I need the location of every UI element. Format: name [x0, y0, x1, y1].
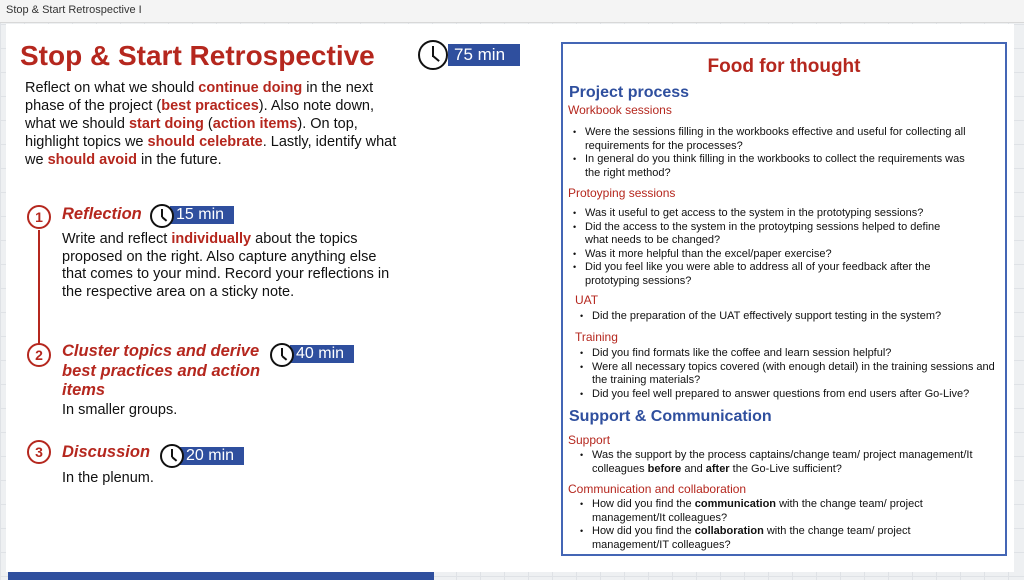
highlight-text: continue doing: [198, 80, 303, 96]
text-segment: in the next phase of the project (: [25, 80, 374, 114]
text-segment: Did you feel well prepared to answer questions from end users after Go-Live?: [592, 387, 970, 400]
bold-text: after: [705, 462, 730, 475]
list-item: [576, 347, 1006, 361]
highlight-text: start doing: [128, 116, 204, 132]
communication-questions: [576, 498, 976, 552]
training-questions: [576, 347, 1006, 401]
step-2-title: Cluster topics and derive best practices and action items: [62, 342, 261, 399]
text-segment: Did the preparation of the UAT effectively support testing in the system?: [592, 310, 942, 322]
text-segment: . Lastly, identify what we: [25, 134, 397, 168]
list-item: [569, 221, 949, 248]
list-item: [569, 261, 949, 288]
text-segment: in the future.: [137, 152, 222, 168]
text-segment: Did the access to the system in the protoytping sessions helped to define what needs to be changed?: [585, 220, 941, 246]
highlight-text: should celebrate: [147, 134, 263, 150]
text-segment: ). On top, highlight topics we: [25, 116, 358, 150]
text-segment: ). Also note down, what we should: [25, 98, 375, 132]
text-segment: In the plenum.: [62, 470, 154, 486]
step-3-text: [62, 470, 362, 488]
step-1-number: 1: [27, 205, 51, 229]
subsection-support: Support: [568, 433, 611, 447]
text-segment: In smaller groups.: [62, 402, 178, 418]
step-1-text: [62, 231, 392, 301]
bold-text: before: [647, 462, 682, 475]
steps-timeline-line: [38, 230, 40, 355]
intro-text: [25, 79, 405, 169]
step-3-time-badge: 20 min: [180, 447, 244, 465]
clock-icon: [270, 343, 294, 367]
panel-title: Food for thought: [707, 56, 861, 77]
text-segment: Was it useful to get access to the system in the prototyping sessions?: [585, 207, 924, 219]
list-item: [576, 449, 976, 476]
subsection-communication-collaboration: Communication and collaboration: [568, 482, 747, 496]
list-item: [569, 207, 949, 221]
subsection-training: Training: [575, 330, 618, 344]
text-segment: Were the sessions filling in the workbooks effective and useful for collecting all requirements for the processes?: [585, 126, 966, 152]
text-segment: with the change team/ project management/It colleagues?: [592, 498, 923, 524]
page-title: Stop & Start Retrospective: [20, 40, 375, 71]
uat-questions: [576, 310, 996, 324]
text-segment: about the topics proposed on the right. Also capture anything else that comes to your mind. Record your reflections in the respective area on a sticky note.: [62, 231, 390, 300]
tab-bar: [0, 0, 1024, 23]
subsection-prototyping-sessions: Protoyping sessions: [568, 186, 676, 200]
clock-icon: [418, 40, 448, 70]
list-item: [569, 248, 949, 262]
clock-icon: [150, 204, 174, 228]
highlight-text: should avoid: [47, 152, 137, 168]
workbook-questions: [569, 126, 969, 180]
list-item: [576, 361, 1006, 388]
highlight-text: individually: [171, 231, 252, 247]
highlight-text: action items: [212, 116, 298, 132]
text-segment: Did you find formats like the coffee and learn session helpful?: [592, 347, 892, 359]
bold-text: collaboration: [694, 525, 764, 537]
text-segment: In general do you think filling in the workbooks to collect the requirements was the right method?: [585, 153, 965, 179]
window-title[interactable]: Stop & Start Retrospective I: [6, 4, 142, 16]
text-segment: How did you find the: [592, 525, 695, 537]
text-segment: and: [681, 462, 706, 475]
text-segment: Were all necessary topics covered (with enough detail) in the training sessions and the training materials?: [592, 360, 995, 386]
text-segment: the Go-Live sufficient?: [729, 462, 842, 475]
step-3-number: 3: [27, 440, 51, 464]
step-2-number: 2: [27, 343, 51, 367]
section-support-communication: Support & Communication: [569, 408, 772, 425]
bottom-accent-bar: [8, 572, 434, 580]
text-segment: with the change team/ project management/IT colleagues?: [592, 525, 911, 551]
highlight-text: best practices: [161, 98, 259, 114]
text-segment: Reflect on what we should: [25, 80, 199, 96]
total-time-badge: 75 min: [448, 44, 520, 66]
list-item: [576, 498, 976, 525]
step-1-time-badge: 15 min: [170, 206, 234, 224]
step-3-title: Discussion: [62, 443, 151, 461]
list-item: [576, 525, 976, 552]
step-1-title: Reflection: [62, 205, 142, 223]
subsection-workbook-sessions: Workbook sessions: [568, 103, 672, 117]
clock-icon: [160, 444, 184, 468]
prototyping-questions: [569, 207, 949, 288]
text-segment: Write and reflect: [62, 231, 172, 247]
text-segment: Was it more helpful than the excel/paper exercise?: [585, 247, 832, 260]
text-segment: Did you feel like you were able to address all of your feedback after the prototyping sessions?: [585, 261, 931, 287]
food-for-thought-panel: [561, 42, 1007, 556]
step-2-time-badge: 40 min: [290, 345, 354, 363]
list-item: [576, 310, 996, 324]
list-item: [576, 388, 1006, 402]
text-segment: (: [203, 116, 213, 132]
step-2-text: [62, 402, 362, 420]
text-segment: Was the support by the process captains/change team/ project management/It colleagues: [592, 449, 973, 475]
section-project-process: Project process: [569, 84, 690, 101]
support-questions: [576, 449, 976, 476]
subsection-uat: UAT: [575, 293, 599, 307]
text-segment: How did you find the: [592, 498, 695, 510]
list-item: [569, 126, 969, 153]
list-item: [569, 153, 969, 180]
bold-text: communication: [694, 498, 777, 510]
